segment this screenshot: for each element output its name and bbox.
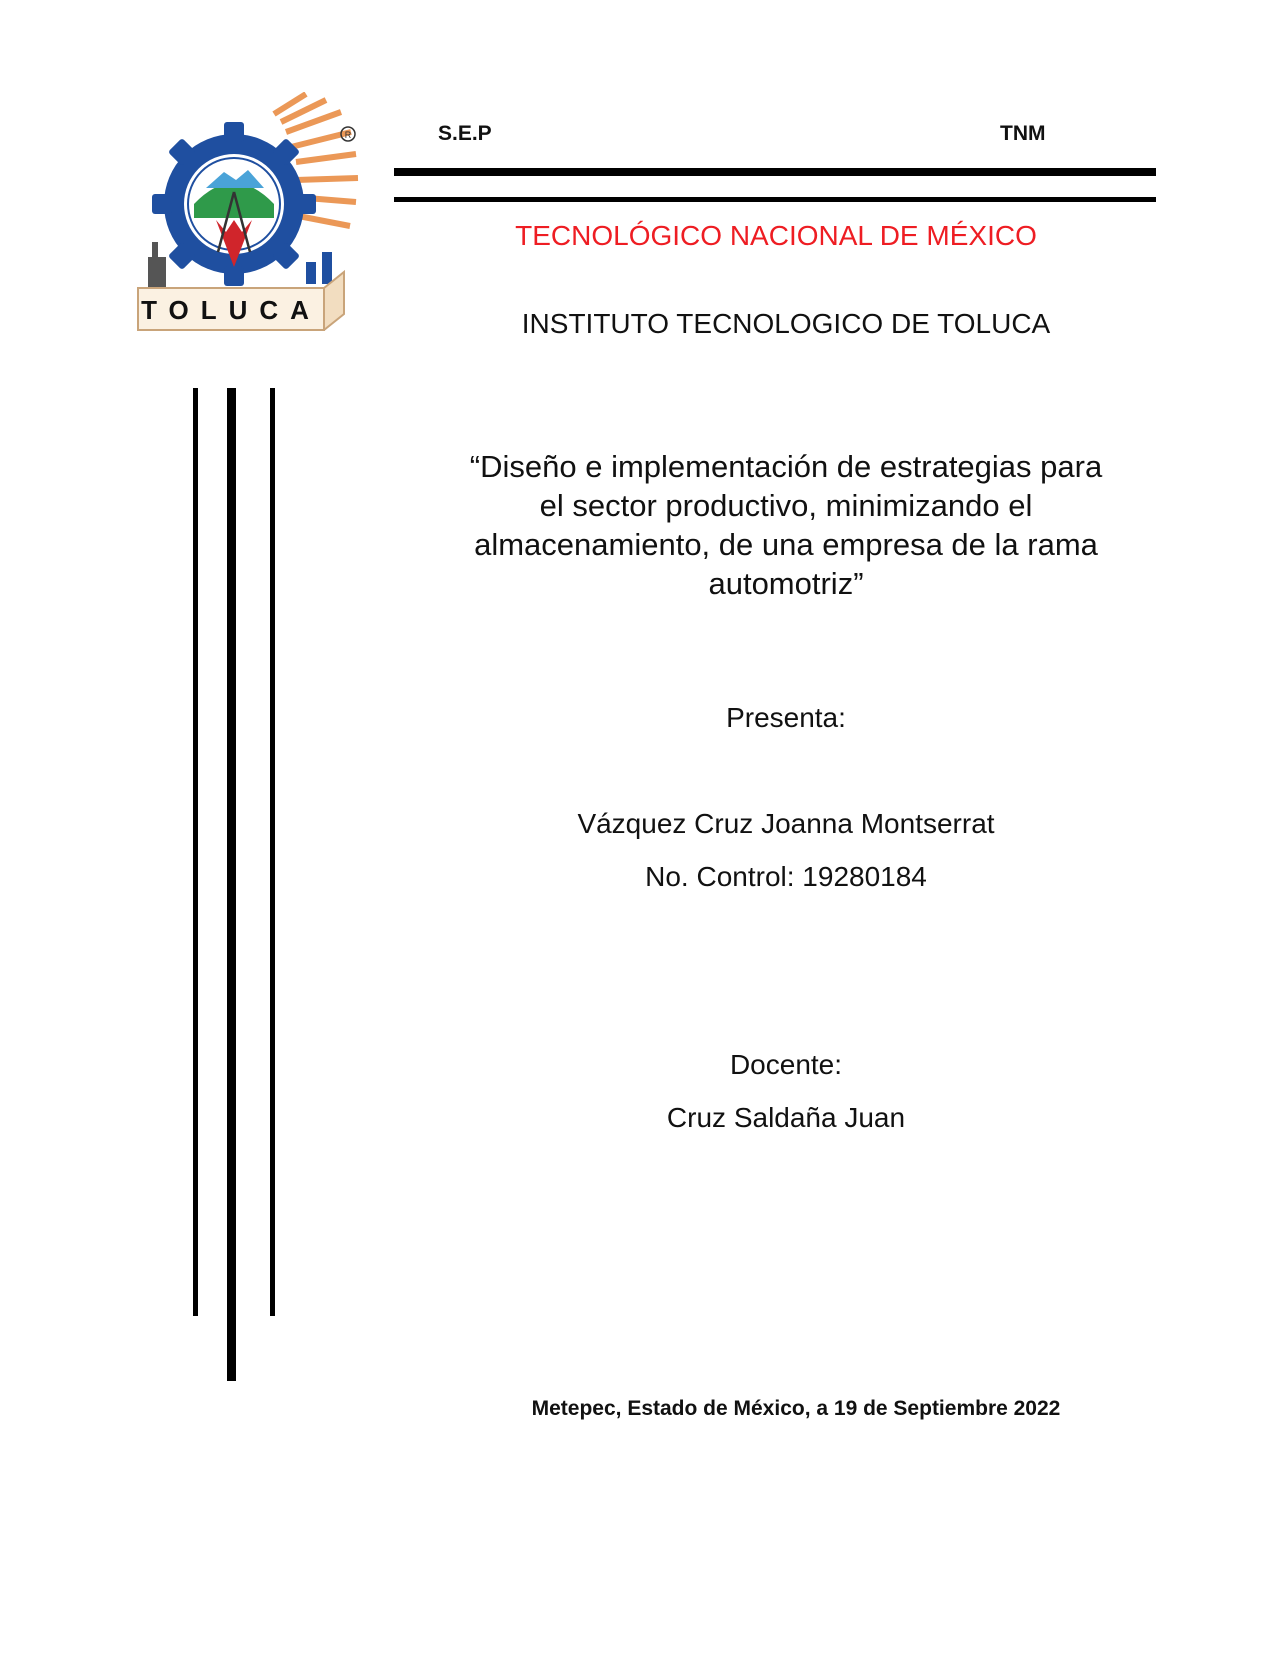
svg-text:R: R	[344, 130, 352, 140]
institute-title: INSTITUTO TECNOLOGICO DE TOLUCA	[521, 308, 1051, 339]
thesis-line: almacenamiento, de una empresa de la rama	[474, 527, 1098, 562]
teacher-label: Docente:	[729, 1049, 843, 1080]
control-number: No. Control: 19280184	[645, 861, 927, 892]
presenter-label: Presenta:	[726, 702, 846, 733]
teacher-name: Cruz Saldaña Juan	[666, 1102, 906, 1133]
sep-label: S.E.P	[438, 122, 492, 145]
thesis-line: el sector productivo, minimizando el	[539, 488, 1033, 523]
place-date: Metepec, Estado de México, a 19 de Septiembre 2022	[531, 1397, 1061, 1420]
national-title: TECNOLÓGICO NACIONAL DE MÉXICO	[515, 220, 1037, 251]
header-rule-top	[394, 168, 1156, 176]
presenter-name: Vázquez Cruz Joanna Montserrat	[577, 808, 995, 839]
vertical-line-left	[193, 388, 198, 1316]
header-rule-bottom	[394, 197, 1156, 202]
tnm-label: TNM	[1000, 122, 1046, 145]
vertical-line-right	[270, 388, 275, 1316]
institute-logo	[136, 92, 372, 342]
vertical-line-middle	[227, 388, 236, 1381]
thesis-line: “Diseño e implementación de estrategias para	[469, 449, 1103, 484]
thesis-line: automotriz”	[708, 566, 864, 601]
svg-text:TOLUCA: TOLUCA	[141, 295, 321, 325]
thesis-title	[420, 447, 1152, 603]
